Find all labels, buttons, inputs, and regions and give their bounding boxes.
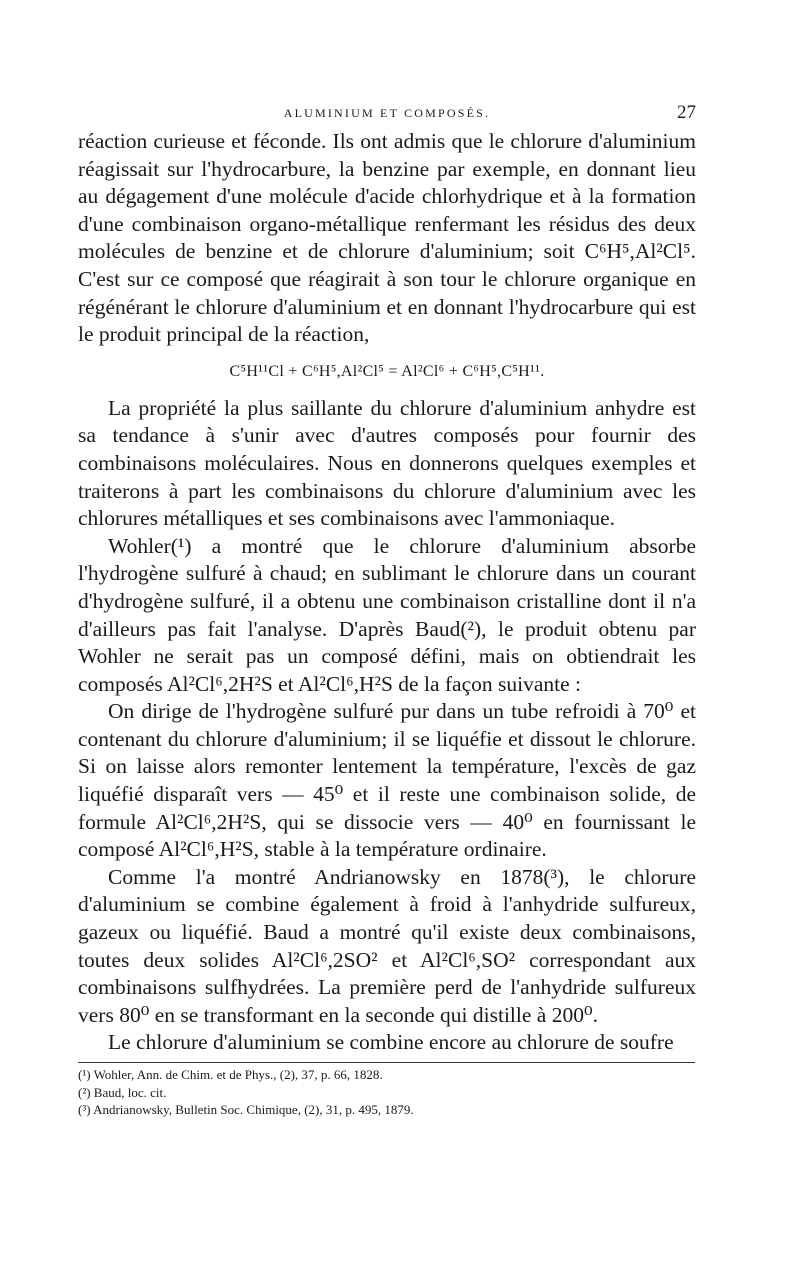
running-title: ALUMINIUM ET COMPOSÉS. bbox=[283, 106, 491, 120]
paragraph-2: La propriété la plus saillante du chlorure d'aluminium anhydre est sa tendance à s'unir avec d'autres composés pour fournir des combinaisons moléculaires. Nous en donnerons quelques exemples et traiterons à part les combinaisons du chlorure d'aluminium avec les chlorures métalliques et ses combinaisons avec l'ammoniaque. bbox=[78, 395, 696, 531]
chemical-equation: C⁵H¹¹Cl + C⁶H⁵,Al²Cl⁵ = Al²Cl⁶ + C⁶H⁵,C⁵H¹¹. bbox=[229, 362, 545, 380]
page-number: 27 bbox=[677, 102, 696, 123]
paragraph-1: réaction curieuse et féconde. Ils ont admis que le chlorure d'aluminium réagissait sur l'hydrocarbure, la benzine par exemple, en donnant lieu au dégagement d'une molécule d'acide chlorhydrique et à la formation d'une combinaison organo-métallique renfermant les résidus des deux molécules de benzine et de chlorure d'aluminium; soit C⁶H⁵,Al²Cl⁵. C'est sur ce composé que réagirait à son tour le chlorure organique en régénérant le chlorure d'aluminium et en donnant l'hydrocarbure qui est le produit principal de la réaction, bbox=[78, 129, 696, 347]
footnotes bbox=[78, 1066, 696, 1119]
paragraph-6: Le chlorure d'aluminium se combine encore au chlorure de soufre bbox=[108, 1030, 674, 1055]
footnote-3: (³) Andrianowsky, Bulletin Soc. Chimique, (2), 31, p. 495, 1879. bbox=[78, 1102, 414, 1117]
paragraph-3: Wohler(¹) a montré que le chlorure d'aluminium absorbe l'hydrogène sulfuré à chaud; en sublimant le chlorure dans un courant d'hydrogène sulfuré, il a obtenu une combinaison cristalline dont il n'a d'ailleurs pas fait l'analyse. D'après Baud(²), le produit obtenu par Wohler ne serait pas un composé défini, mais on obtiendrait les composés Al²Cl⁶,2H²S et Al²Cl⁶,H²S de la façon suivante : bbox=[78, 533, 696, 696]
footnote-1: (¹) Wohler, Ann. de Chim. et de Phys., (2), 37, p. 66, 1828. bbox=[78, 1067, 383, 1082]
paragraph-5: Comme l'a montré Andrianowsky en 1878(³), le chlorure d'aluminium se combine également à froid à l'anhydride sulfureux, gazeux ou liquéfié. Baud a montré qu'il existe deux combinaisons, toutes deux solides Al²Cl⁶,2SO² et Al²Cl⁶,SO² correspondant aux combinaisons sulfhydrées. La première perd de l'anhydride sulfureux vers 80⁰ en se transformant en la seconde qui distille à 200⁰. bbox=[78, 864, 696, 1027]
page-header bbox=[78, 104, 696, 128]
body-text bbox=[78, 128, 696, 1057]
footnote-2: (²) Baud, loc. cit. bbox=[78, 1084, 167, 1100]
footnote-divider bbox=[78, 1062, 695, 1063]
paragraph-4: On dirige de l'hydrogène sulfuré pur dans un tube refroidi à 70⁰ et contenant du chlorure d'aluminium; il se liquéfie et dissout le chlorure. Si on laisse alors remonter lentement la température, l'excès de gaz liquéfié disparaît vers — 45⁰ et il reste une combinaison solide, de formule Al²Cl⁶,2H²S, qui se dissocie vers — 40⁰ en fournissant le composé Al²Cl⁶,H²S, stable à la température ordinaire. bbox=[78, 699, 696, 862]
